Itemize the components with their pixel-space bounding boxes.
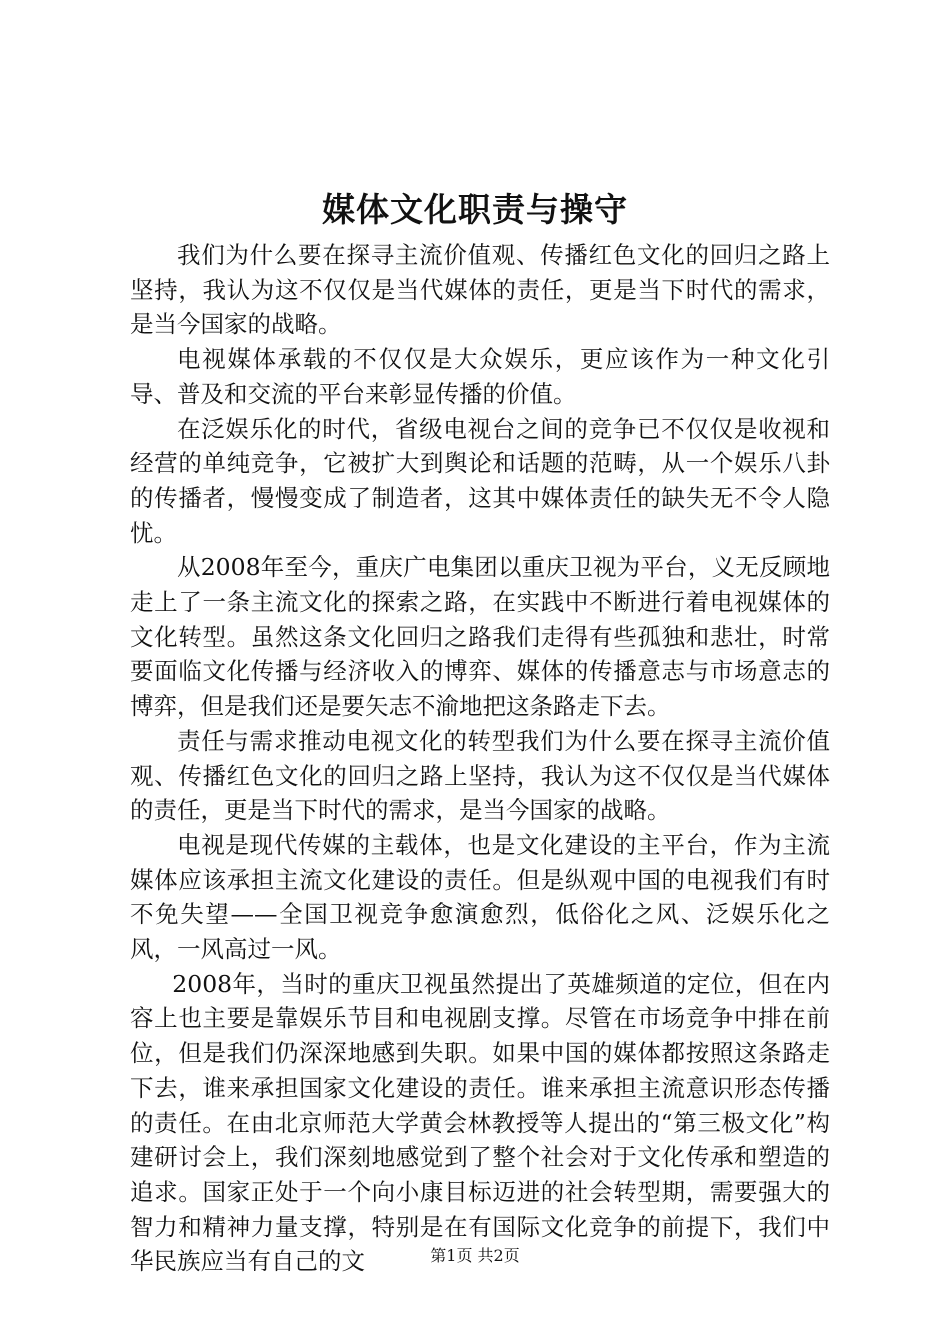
paragraph: 责任与需求推动电视文化的转型我们为什么要在探寻主流价值观、传播红色文化的回归之路上坚持，我认为这不仅仅是当代媒体的责任，更是当下时代的需求，是当今国家的战略。: [130, 726, 830, 825]
paragraph: 2008年，当时的重庆卫视虽然提出了英雄频道的定位，但在内容上也主要是靠娱乐节目和电视剧支撑。尽管在市场竞争中排在前位，但是我们仍深深地感到失职。如果中国的媒体都按照这条路走下去，谁来承担国家文化建设的责任。谁来承担主流意识形态传播的责任。在由北京师范大学黄会林教授等人提出的“第三极文化”构建研讨会上，我们深刻地感觉到了整个社会对于文化传承和塑造的追求。国家正处于一个向小康目标迈进的社会转型期，需要强大的智力和精神力量支撑，特别是在有国际文化竞争的前提下，我们中华民族应当有自己的文: [130, 969, 830, 1276]
document-body: [130, 238, 830, 1279]
paragraph: 电视是现代传媒的主载体，也是文化建设的主平台，作为主流媒体应该承担主流文化建设的责任。但是纵观中国的电视我们有时不免失望——全国卫视竞争愈演愈烈，低俗化之风、泛娱乐化之风，一风高过一风。: [130, 830, 830, 964]
paragraph: 在泛娱乐化的时代，省级电视台之间的竞争已不仅仅是收视和经营的单纯竞争，它被扩大到舆论和话题的范畴，从一个娱乐八卦的传播者，慢慢变成了制造者，这其中媒体责任的缺失无不令人隐忧。: [130, 414, 830, 547]
page-footer: 第1页 共2页: [430, 1246, 520, 1265]
paragraph: 从2008年至今，重庆广电集团以重庆卫视为平台，义无反顾地走上了一条主流文化的探索之路，在实践中不断进行着电视媒体的文化转型。虽然这条文化回归之路我们走得有些孤独和悲壮，时常要面临文化传播与经济收入的博弈、媒体的传播意志与市场意志的博弈，但是我们还是要矢志不渝地把这条路走下去。: [130, 553, 830, 721]
paragraph: 我们为什么要在探寻主流价值观、传播红色文化的回归之路上坚持，我认为这不仅仅是当代媒体的责任，更是当下时代的需求，是当今国家的战略。: [130, 241, 830, 339]
document-title: 媒体文化职责与操守: [322, 190, 628, 229]
paragraph: 电视媒体承载的不仅仅是大众娱乐，更应该作为一种文化引导、普及和交流的平台来彰显传播的价值。: [130, 345, 830, 408]
